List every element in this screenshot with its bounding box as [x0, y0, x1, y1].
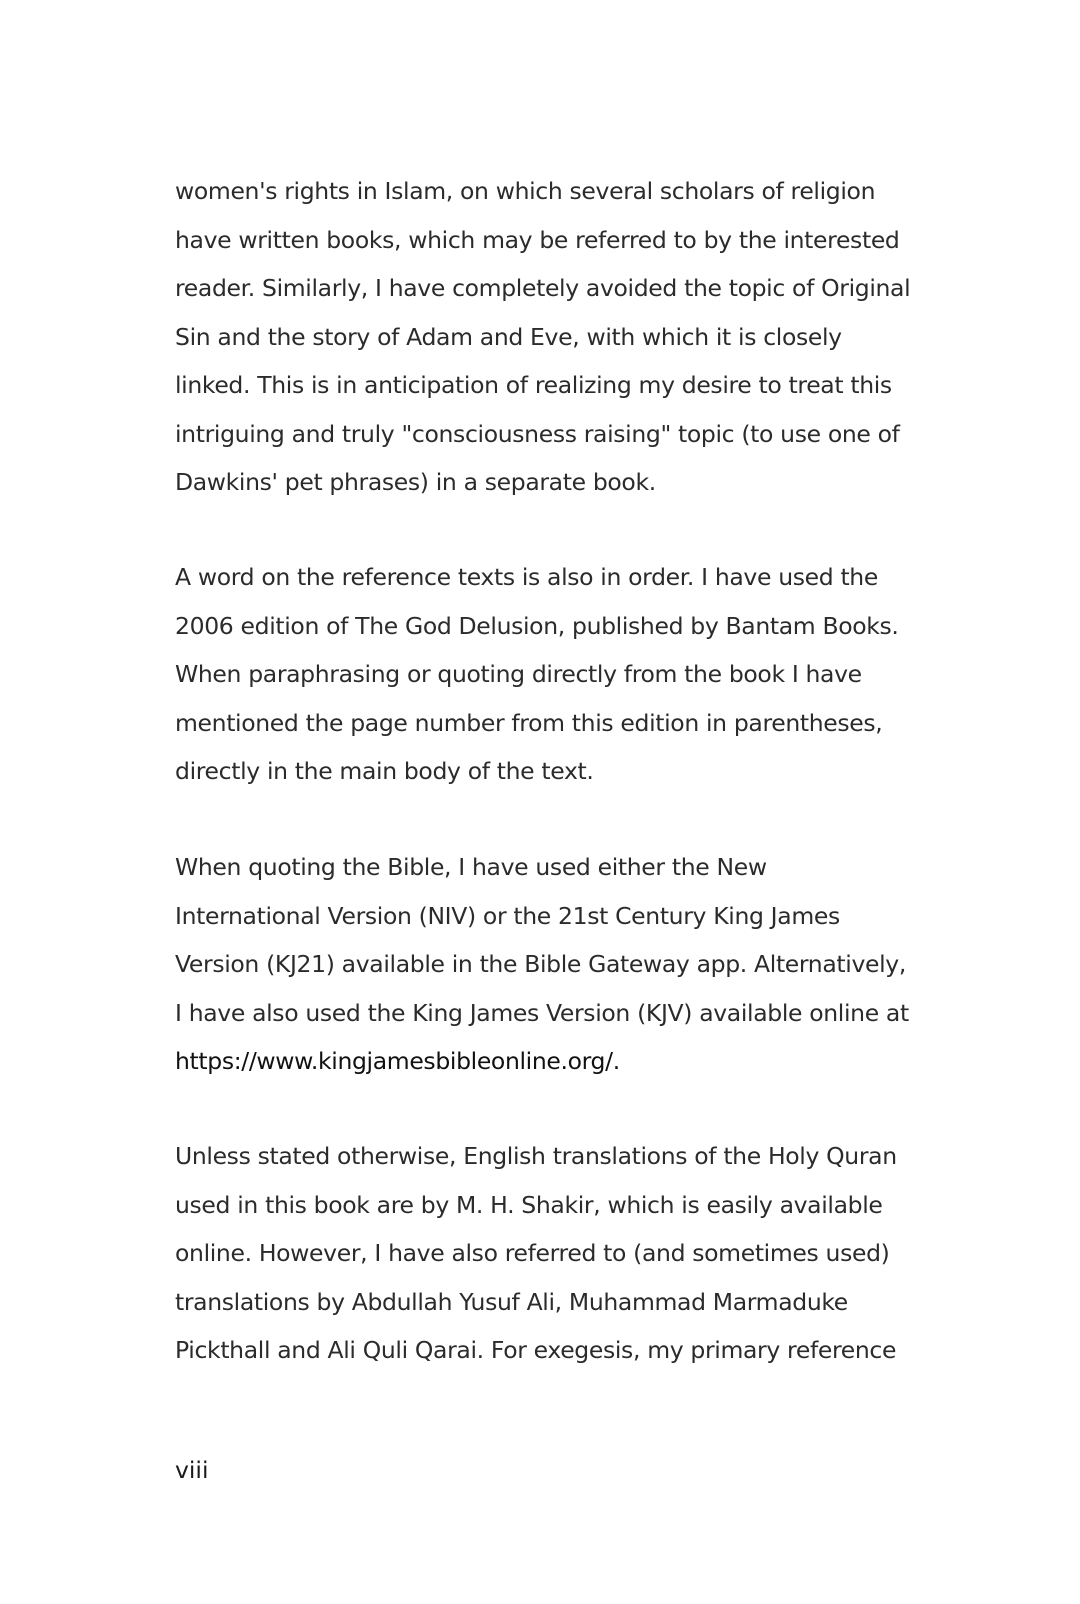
text-line: Unless stated otherwise, English translations of the Holy Quran	[175, 1142, 897, 1170]
text-line: have written books, which may be referred to by the interested	[175, 225, 900, 254]
text-line: When quoting the Bible, I have used either the New	[175, 853, 767, 881]
text-line: online. However, I have also referred to (and sometimes used)	[175, 1239, 890, 1267]
text-line: women's rights in Islam, on which several scholars of religion	[175, 177, 876, 205]
paragraph-womens-rights	[175, 167, 911, 507]
text-line: mentioned the page number from this edition in parentheses,	[175, 708, 883, 737]
text-line: intriguing and truly "consciousness raising" topic (to use one of	[175, 419, 900, 448]
page-number: viii	[175, 1456, 209, 1484]
text-line: directly in the main body of the text.	[175, 757, 594, 785]
text-line: 2006 edition of The God Delusion, published by Bantam Books.	[175, 611, 899, 640]
text-line: Sin and the story of Adam and Eve, with which it is closely	[175, 322, 842, 351]
paragraph-reference-texts	[175, 553, 905, 796]
paragraph-bible-versions	[175, 843, 909, 1086]
bible-url-link[interactable]: https://www.kingjamesbibleonline.org/.	[175, 1047, 620, 1075]
text-line: Dawkins' pet phrases) in a separate book.	[175, 468, 656, 496]
text-line: translations by Abdullah Yusuf Ali, Muhammad Marmaduke	[175, 1287, 848, 1316]
text-line: Version (KJ21) available in the Bible Gateway app. Alternatively,	[175, 950, 906, 978]
text-line: I have also used the King James Version (KJV) available online at	[175, 998, 909, 1027]
text-line: International Version (NIV) or the 21st Century King James	[175, 901, 840, 930]
paragraph-quran-translations	[175, 1132, 905, 1375]
text-line: A word on the reference texts is also in order. I have used the	[175, 563, 878, 591]
text-line: used in this book are by M. H. Shakir, which is easily available	[175, 1190, 883, 1219]
text-line: When paraphrasing or quoting directly from the book I have	[175, 660, 862, 688]
text-line: Pickthall and Ali Quli Qarai. For exegesis, my primary reference	[175, 1336, 897, 1364]
text-line: linked. This is in anticipation of realizing my desire to treat this	[175, 371, 892, 399]
text-line: reader. Similarly, I have completely avoided the topic of Original	[175, 274, 911, 302]
